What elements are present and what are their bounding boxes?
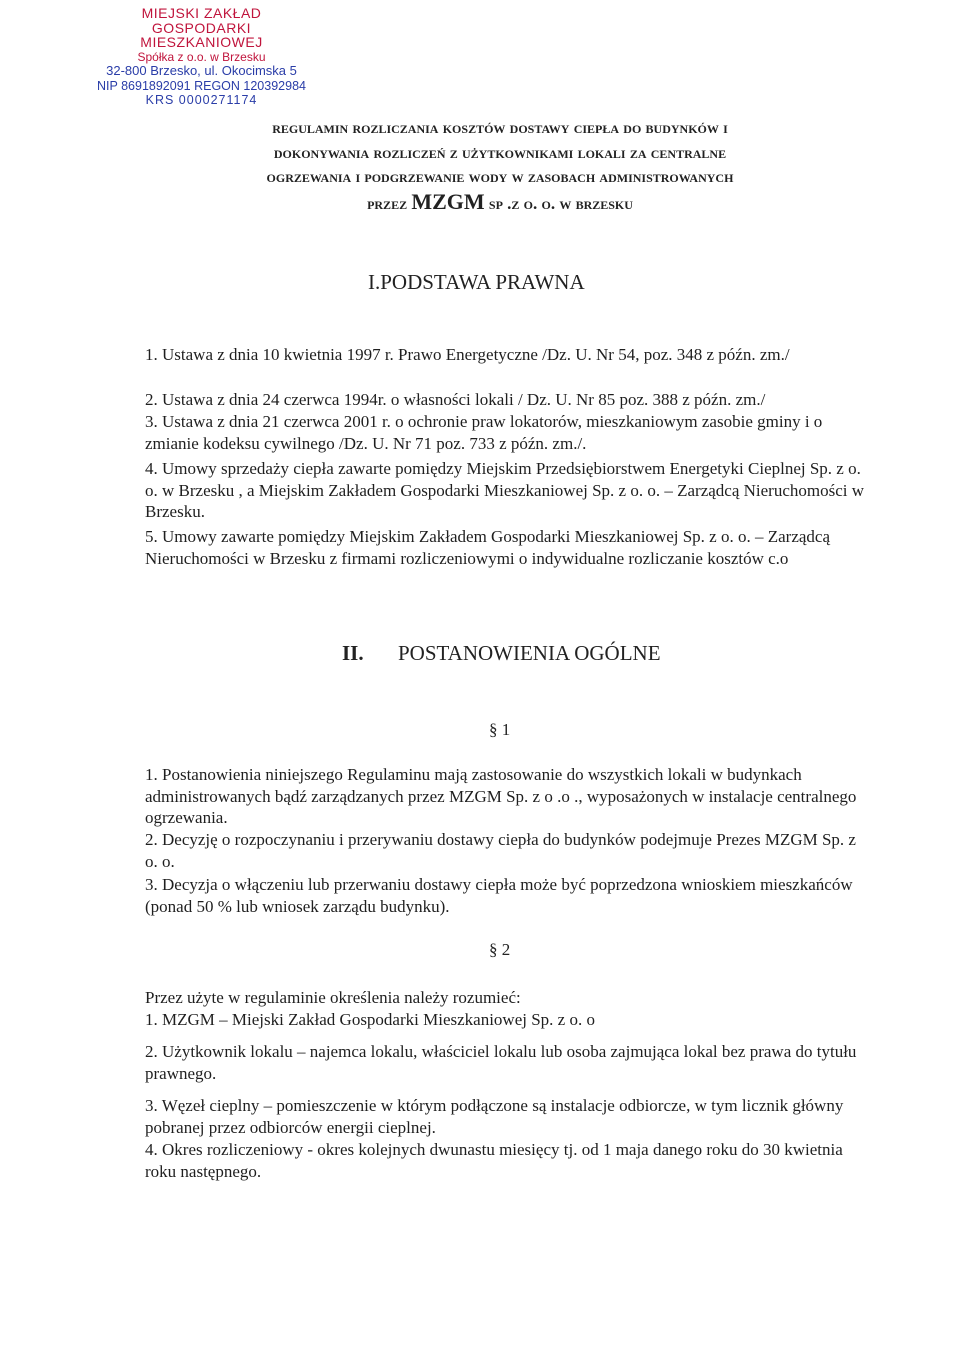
title-line-4-post: sp .z o. o. w brzesku: [488, 193, 633, 213]
definitions-intro: Przez użyte w regulaminie określenia należy rozumieć:: [145, 988, 521, 1007]
definition-item-3: 3. Węzeł cieplny – pomieszczenie w którym podłączone są instalacje odbiorcze, w tym licznik główny pobranej przez odbiorców energii cieplnej.: [145, 1096, 844, 1137]
title-line-4: [140, 190, 860, 217]
legal-basis-item-5: 5. Umowy zawarte pomiędzy Miejskim Zakładem Gospodarki Mieszkaniowej Sp. z o. o. – Zarządcą Nieruchomości w Brzesku z firmami rozliczeniowymi o indywidualne rozliczanie kosztów c.o: [145, 527, 830, 568]
stamp-line-name: MIEJSKI ZAKŁAD: [141, 5, 262, 21]
title-line-1: regulamin rozliczania kosztów dostawy ciepła do budynków i: [272, 118, 728, 137]
title-line-2: dokonywania rozliczeń z użytkownikami lokali za centralne: [273, 142, 727, 162]
general-provision-item-1: 1. Postanowienia niniejszego Regulaminu mają zastosowanie do wszystkich lokali w budynkach administrowanych bądź zarządzanych przez MZGM Sp. z o .o ., wyposażonych w instalacje centralnego ogrzewania.: [145, 765, 857, 827]
section-2-title: POSTANOWIENIA OGÓLNE: [398, 641, 661, 665]
general-provision-item-3: 3. Decyzja o włączeniu lub przerwaniu dostawy ciepła może być poprzedzona wnioskiem mieszkańców (ponad 50 % lub wniosek zarządu budynku).: [145, 875, 853, 916]
paragraph-2-mark: § 2: [489, 940, 511, 959]
legal-basis-item-3: 3. Ustawa z dnia 21 czerwca 2001 r. o ochronie praw lokatorów, mieszkaniowym zasobie gminy i o zmianie kodeksu cywilnego /Dz. U. Nr 71 poz. 733 z późn. zm./.: [145, 412, 823, 453]
legal-basis-item-1: 1. Ustawa z dnia 10 kwietnia 1997 r. Prawo Energetyczne /Dz. U. Nr 54, poz. 348 z późn. zm./: [145, 345, 790, 364]
legal-basis-item-4: 4. Umowy sprzedaży ciepła zawarte pomiędzy Miejskim Przedsiębiorstwem Energetyki Cieplnej Sp. z o. o. w Brzesku , a Miejskim Zakładem Gospodarki Mieszkaniowej Sp. z o. o. – Zarządcą Nieruchomości w Brzesku.: [145, 459, 865, 521]
definition-item-2: 2. Użytkownik lokalu – najemca lokalu, właściciel lokalu lub osoba zajmująca lokal bez prawa do tytułu prawnego.: [145, 1042, 857, 1083]
section-2-heading: [342, 641, 661, 666]
definition-item-4: 4. Okres rozliczeniowy - okres kolejnych dwunastu miesięcy tj. od 1 maja danego roku do 30 kwietnia roku następnego.: [145, 1140, 843, 1181]
definition-item-1: 1. MZGM – Miejski Zakład Gospodarki Mieszkaniowej Sp. z o. o: [145, 1010, 595, 1029]
title-line-3: ogrzewania i podgrzewanie wody w zasobach administrowanych: [266, 167, 734, 186]
title-line-4-pre: przez: [367, 193, 408, 213]
title-line-4-acronym: MZGM: [411, 188, 485, 214]
paragraph-1-mark: § 1: [489, 720, 511, 739]
general-provision-item-2: 2. Decyzję o rozpoczynaniu i przerywaniu dostawy ciepła do budynków podejmuje Prezes MZGM Sp. z o. o.: [145, 830, 856, 871]
stamp-line-address: 32-800 Brzesko, ul. Okocimska 5: [106, 63, 297, 78]
legal-basis-item-2: 2. Ustawa z dnia 24 czerwca 1994r. o własności lokali / Dz. U. Nr 85 poz. 388 z późn. zm./: [145, 390, 766, 409]
section-1-heading: I.PODSTAWA PRAWNA: [368, 270, 585, 294]
stamp-line-company: Spółka z o.o. w Brzesku: [137, 49, 266, 64]
stamp-line-name2: GOSPODARKI MIESZKANIOWEJ: [140, 19, 263, 50]
section-2-number: II.: [342, 641, 364, 665]
stamp-line-krs: KRS 0000271174: [145, 93, 258, 107]
company-stamp: [94, 6, 309, 108]
document-title: [140, 116, 860, 216]
stamp-line-nip: NIP 8691892091 REGON 120392984: [97, 78, 306, 93]
